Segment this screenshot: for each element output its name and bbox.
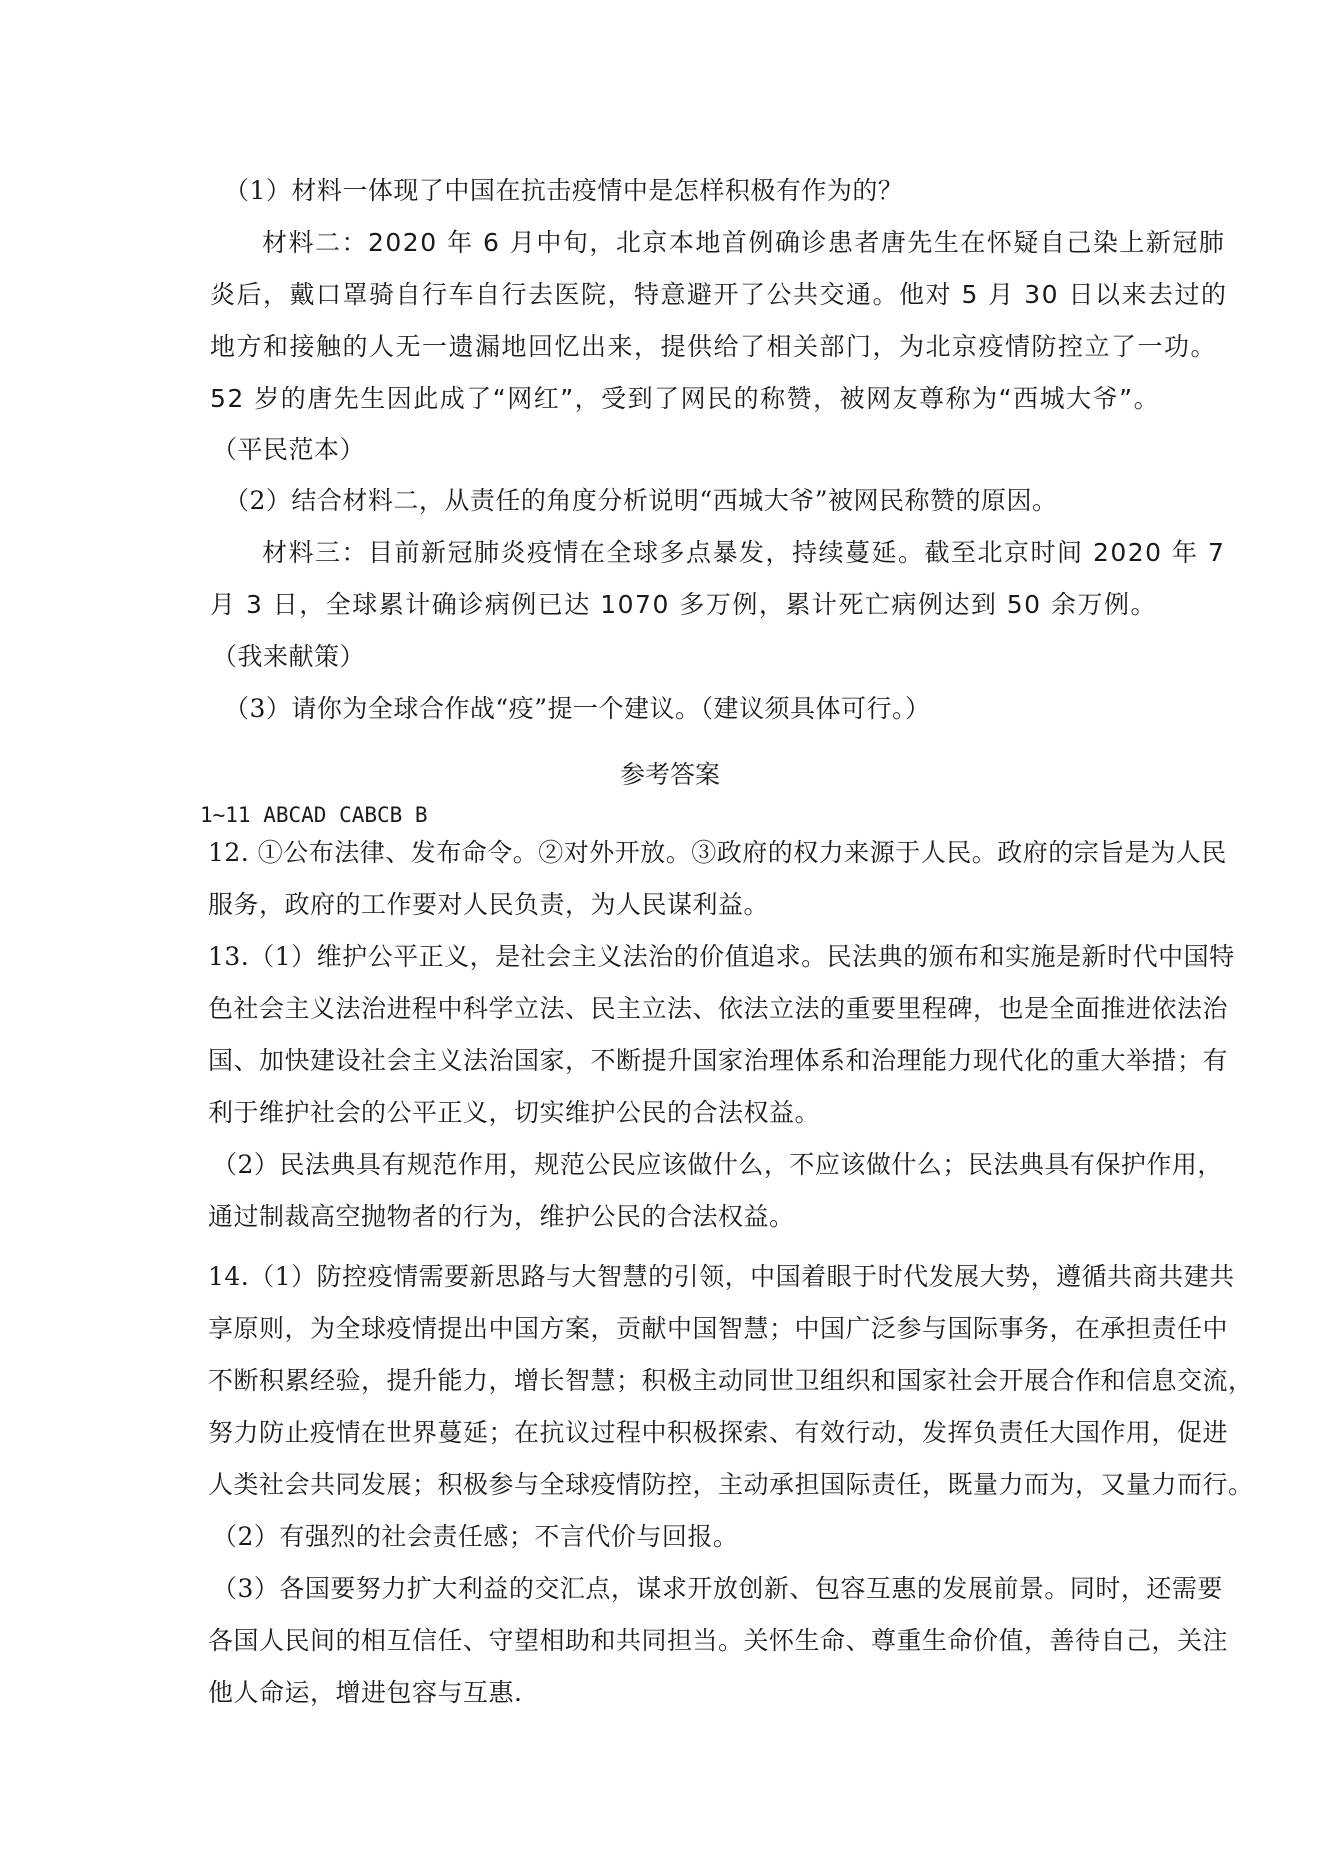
tag-civilian-model: （平民范本）: [212, 435, 366, 464]
answer-14-3-line-1: （3）各国要努力扩大利益的交汇点，谋求开放创新、包容互惠的发展前景。同时，还需要: [212, 1574, 1223, 1603]
tag-my-suggestion: （我来献策）: [212, 642, 366, 671]
question-3: （3）请你为全球合作战“疫”提一个建议。（建议须具体可行。）: [224, 694, 931, 723]
multiple-choice-answers: 1~11 ABCAD CABCB B: [200, 803, 428, 827]
material-2-line-3: 地方和接触的人无一遗漏地回忆出来，提供给了相关部门，为北京疫情防控立了一功。: [210, 332, 1218, 361]
answer-13-2-line-1: （2）民法典具有规范作用，规范公民应该做什么，不应该做什么；民法典具有保护作用，: [212, 1150, 1223, 1179]
answer-14-1-line-1: 14.（1）防控疫情需要新思路与大智慧的引领，中国着眼于时代发展大势，遵循共商共建共: [208, 1262, 1235, 1291]
answer-13-1-line-2: 色社会主义法治进程中科学立法、民主立法、依法立法的重要里程碑，也是全面推进依法治: [208, 994, 1229, 1023]
answer-14-1-line-3: 不断积累经验，提升能力，增长智慧；积极主动同世卫组织和国家社会开展合作和信息交流，: [208, 1366, 1254, 1395]
answer-14-1-line-5: 人类社会共同发展；积极参与全球疫情防控，主动承担国际责任，既量力而为，又量力而行。: [208, 1470, 1254, 1499]
material-2-line-2: 炎后，戴口罩骑自行车自行去医院，特意避开了公共交通。他对 5 月 30 日以来去过的: [210, 280, 1228, 309]
material-2-line-1: 材料二：2020 年 6 月中旬，北京本地首例确诊患者唐先生在怀疑自己染上新冠肺: [262, 228, 1226, 257]
answers-title: 参考答案: [620, 760, 721, 789]
answer-14-1-line-4: 努力防止疫情在世界蔓延；在抗议过程中积极探索、有效行动，发挥负责任大国作用，促进: [208, 1418, 1229, 1447]
answer-13-2-line-2: 通过制裁高空抛物者的行为，维护公民的合法权益。: [208, 1202, 795, 1231]
answer-14-3-line-2: 各国人民间的相互信任、守望相助和共同担当。关怀生命、尊重生命价值，善待自己，关注: [208, 1626, 1229, 1655]
answer-13-1-line-3: 国、加快建设社会主义法治国家，不断提升国家治理体系和治理能力现代化的重大举措；有: [208, 1046, 1229, 1075]
answer-12-line-1: 12. ①公布法律、发布命令。②对外开放。③政府的权力来源于人民。政府的宗旨是为人民: [208, 838, 1227, 867]
question-1: （1）材料一体现了中国在抗击疫情中是怎样积极有作为的？: [224, 176, 904, 205]
answer-14-2: （2）有强烈的社会责任感；不言代价与回报。: [212, 1522, 739, 1551]
answer-13-1-line-4: 利于维护社会的公平正义，切实维护公民的合法权益。: [208, 1098, 821, 1127]
answer-14-3-line-3: 他人命运，增进包容与互惠.: [208, 1678, 523, 1707]
question-2: （2）结合材料二，从责任的角度分析说明“西城大爷”被网民称赞的原因。: [224, 486, 1058, 515]
answer-13-1-line-1: 13.（1）维护公平正义，是社会主义法治的价值追求。民法典的颁布和实施是新时代中国特: [208, 942, 1235, 971]
material-3-line-1: 材料三：目前新冠肺炎疫情在全球多点暴发，持续蔓延。截至北京时间 2020 年 7: [262, 538, 1226, 567]
answer-12-line-2: 服务，政府的工作要对人民负责，为人民谋利益。: [208, 890, 770, 919]
material-3-line-2: 月 3 日，全球累计确诊病例已达 1070 多万例，累计死亡病例达到 50 余万例。: [210, 590, 1158, 619]
answer-14-1-line-2: 享原则，为全球疫情提出中国方案，贡献中国智慧；中国广泛参与国际事务，在承担责任中: [208, 1314, 1229, 1343]
material-2-line-4: 52 岁的唐先生因此成了“网红”，受到了网民的称赞，被网友尊称为“西城大爷”。: [210, 384, 1161, 413]
